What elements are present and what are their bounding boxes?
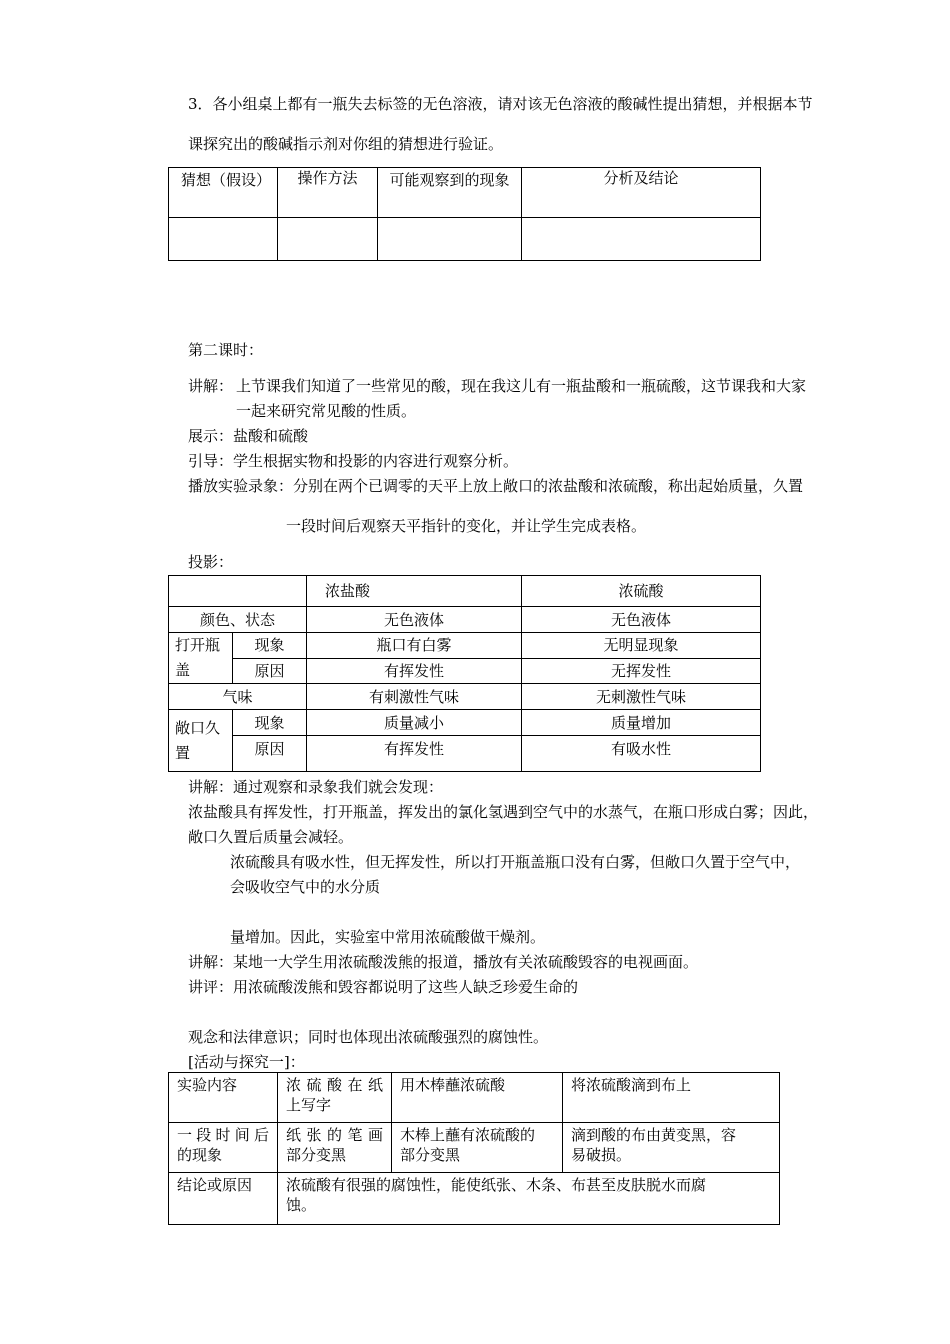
h-stick: 用木棒蘸浓硫酸 (392, 1073, 563, 1123)
jiangjie1-label: 讲解： (188, 377, 234, 395)
open-label: 打开瓶盖 (169, 633, 233, 684)
explain-p1: 讲解：通过观察和录象我们就会发现： (188, 778, 444, 796)
yindao: 引导：学生根据实物和投影的内容进行观察分析。 (188, 452, 519, 470)
touying: 投影： (188, 553, 234, 571)
q3-line2: 课探究出的酸碱指示剂对你组的猜想进行验证。 (188, 135, 504, 153)
r1-label-a: 一段时间后 (177, 1126, 269, 1144)
hcl-open-phenomenon: 瓶口有白雾 (307, 633, 522, 659)
r1-stick-b: 部分变黑 (400, 1146, 461, 1164)
r2-conclusion-b: 蚀。 (286, 1196, 317, 1214)
explain-p5: 讲解：某地一大学生用浓硫酸泼熊的报道，播放有关浓硫酸毁容的电视画面。 (188, 953, 699, 971)
r1-stick-a: 木棒上蘸有浓硫酸的 (400, 1126, 536, 1144)
corner-cell (169, 576, 307, 607)
h-cloth: 将浓硫酸滴到布上 (563, 1073, 780, 1123)
hcl-exposed-reason: 有挥发性 (307, 736, 522, 772)
hypothesis-table (168, 167, 761, 261)
explain-p7: 观念和法律意识；同时也体现出浓硫酸强烈的腐蚀性。 (188, 1028, 549, 1046)
empty-cell (169, 218, 278, 261)
bofang-line2: 一段时间后观察天平指针的变化，并让学生完成表格。 (286, 517, 647, 535)
r1-label-b: 的现象 (177, 1146, 223, 1164)
explain-p2-line1: 浓盐酸具有挥发性，打开瓶盖，挥发出的氯化氢遇到空气中的水蒸气，在瓶口形成白雾；因此， (188, 803, 819, 821)
h2so4-color: 无色液体 (522, 607, 761, 633)
exposed-phenomenon-label: 现象 (233, 710, 307, 736)
explain-p2-line2: 敞口久置后质量会减轻。 (188, 828, 354, 846)
hcl-open-reason: 有挥发性 (307, 658, 522, 684)
acid-comparison-table (168, 575, 761, 772)
r1-paper-b: 部分变黑 (286, 1146, 347, 1164)
h2so4-exposed-phenomenon: 质量增加 (522, 710, 761, 736)
exposed-label: 敞口久置 (169, 710, 233, 772)
r1-paper-a: 纸张的笔画 (286, 1126, 383, 1144)
col-h2so4: 浓硫酸 (522, 576, 761, 607)
activity-title: [活动与探究一]： (188, 1053, 305, 1071)
explain-p4: 量增加。因此，实验室中常用浓硫酸做干燥剂。 (230, 928, 546, 946)
zhanshi: 展示：盐酸和硫酸 (188, 427, 309, 445)
h-paper-a: 浓硫酸在纸 (286, 1076, 383, 1094)
r1-cloth-b: 易破损。 (571, 1146, 632, 1164)
empty-cell (278, 218, 378, 261)
open-reason-label: 原因 (233, 658, 307, 684)
row-smell: 气味 (169, 684, 307, 710)
exposed-reason-label: 原因 (233, 736, 307, 772)
explain-p3-line1: 浓硫酸具有吸水性，但无挥发性，所以打开瓶盖瓶口没有白雾，但敞口久置于空气中， (230, 853, 801, 871)
r1-cloth-a: 滴到酸的布由黄变黑，容 (571, 1126, 737, 1144)
hcl-exposed-phenomenon: 质量减小 (307, 710, 522, 736)
explain-p6: 讲评：用浓硫酸泼熊和毁容都说明了这些人缺乏珍爱生命的 (188, 978, 579, 996)
activity-table (168, 1072, 780, 1225)
empty-cell (378, 218, 522, 261)
h2so4-open-reason: 无挥发性 (522, 658, 761, 684)
row-color: 颜色、状态 (169, 607, 307, 633)
open-phenomenon-label: 现象 (233, 633, 307, 659)
h-paper-b: 上写字 (286, 1096, 332, 1114)
header-hypothesis: 猜想（假设） (169, 168, 278, 218)
col-hcl: 浓盐酸 (307, 576, 522, 607)
header-conclusion: 分析及结论 (522, 168, 761, 218)
lesson2-title: 第二课时： (188, 341, 264, 359)
header-method: 操作方法 (278, 168, 378, 218)
h2so4-exposed-reason: 有吸水性 (522, 736, 761, 772)
jiangjie1-line1: 上节课我们知道了一些常见的酸，现在我这儿有一瓶盐酸和一瓶硫酸，这节课我和大家 (236, 377, 807, 395)
r2-label: 结论或原因 (169, 1173, 278, 1225)
bofang-line1: 播放实验录象：分别在两个已调零的天平上放上敞口的浓盐酸和浓硫酸，称出起始质量，久置 (188, 477, 804, 495)
h2so4-smell: 无刺激性气味 (522, 684, 761, 710)
jiangjie1-line2: 一起来研究常见酸的性质。 (236, 402, 417, 420)
r2-conclusion-a: 浓硫酸有很强的腐蚀性，能使纸张、木条、布甚至皮肤脱水而腐 (286, 1176, 707, 1194)
h2so4-open-phenomenon: 无明显现象 (522, 633, 761, 659)
empty-cell (522, 218, 761, 261)
hcl-color: 无色液体 (307, 607, 522, 633)
explain-p3-line2: 会吸收空气中的水分质 (230, 878, 381, 896)
h-content: 实验内容 (169, 1073, 278, 1123)
hcl-smell: 有刺激性气味 (307, 684, 522, 710)
header-observation: 可能观察到的现象 (378, 168, 522, 218)
q3-line1: 3．各小组桌上都有一瓶失去标签的无色溶液，请对该无色溶液的酸碱性提出猜想，并根据本节 (188, 95, 813, 113)
